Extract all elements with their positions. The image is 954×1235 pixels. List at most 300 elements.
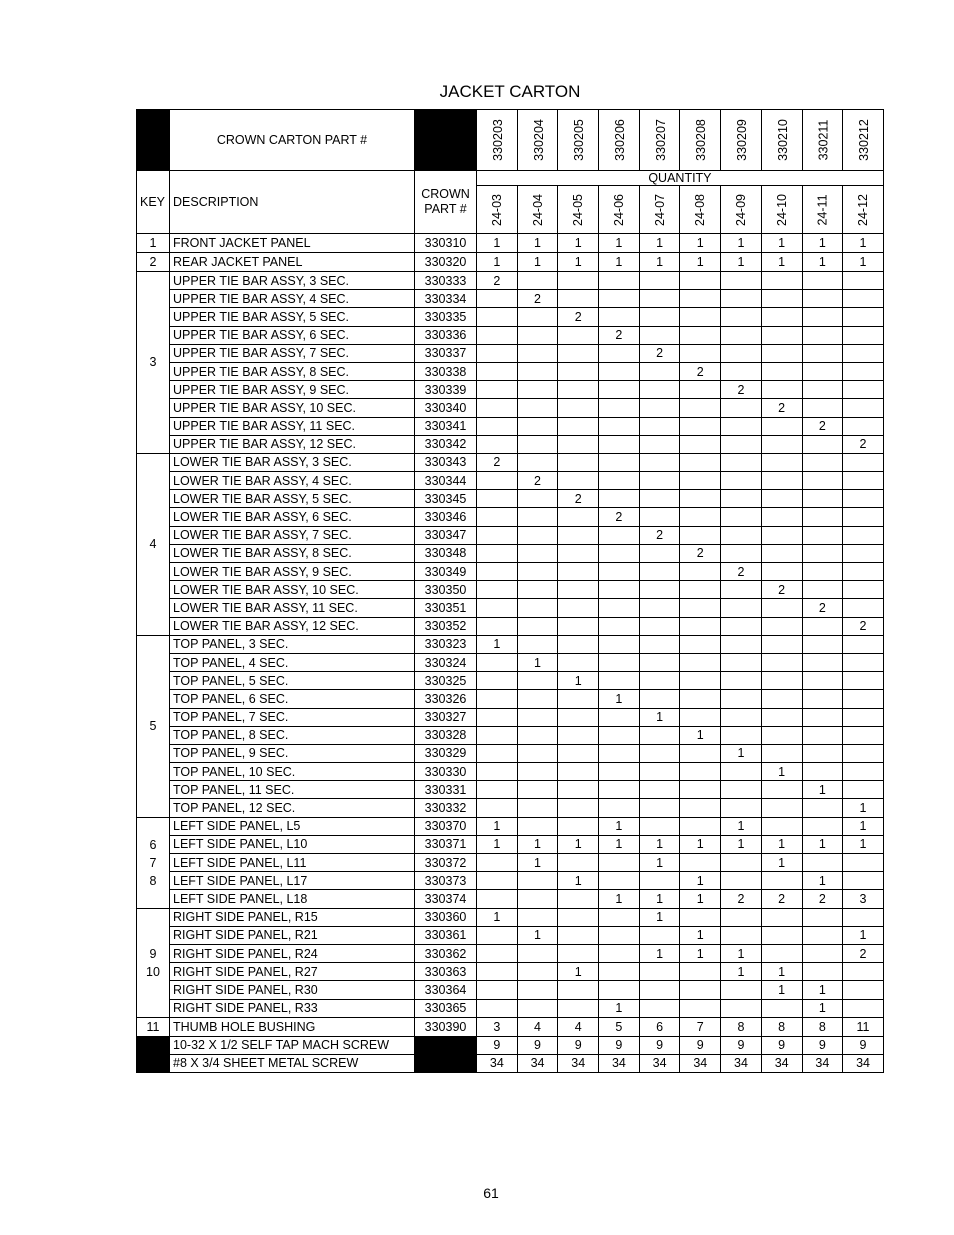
quantity-cell [680, 908, 721, 926]
quantity-cell: 1 [721, 963, 762, 981]
quantity-cell: 2 [517, 472, 558, 490]
carton-number: 330206 [612, 119, 627, 161]
quantity-cell [843, 272, 884, 290]
quantity-cell [843, 690, 884, 708]
quantity-cell [558, 544, 599, 562]
quantity-cell [517, 799, 558, 817]
quantity-cell: 1 [517, 835, 558, 853]
quantity-cell [599, 726, 640, 744]
quantity-cell: 1 [802, 999, 843, 1017]
quantity-cell: 1 [599, 999, 640, 1017]
quantity-cell [477, 508, 518, 526]
part-number-cell: 330327 [415, 708, 477, 726]
description-cell: FRONT JACKET PANEL [170, 234, 415, 253]
quantity-cell: 1 [680, 726, 721, 744]
quantity-cell: 1 [639, 944, 680, 962]
quantity-cell [558, 944, 599, 962]
quantity-cell [802, 381, 843, 399]
quantity-cell [680, 672, 721, 690]
quantity-cell [558, 344, 599, 362]
quantity-cell: 1 [558, 234, 599, 253]
quantity-cell [843, 508, 884, 526]
quantity-cell [599, 472, 640, 490]
table-row [137, 635, 884, 653]
quantity-cell: 1 [599, 817, 640, 835]
quantity-cell [477, 872, 518, 890]
table-row [137, 763, 884, 781]
table-row [137, 781, 884, 799]
quantity-cell [517, 563, 558, 581]
quantity-cell: 2 [477, 272, 518, 290]
quantity-cell [761, 781, 802, 799]
carton-number-cell [843, 110, 884, 171]
quantity-cell [477, 435, 518, 453]
quantity-cell [680, 854, 721, 872]
quantity-cell: 1 [599, 835, 640, 853]
quantity-cell [517, 781, 558, 799]
quantity-cell: 1 [802, 234, 843, 253]
quantity-cell [680, 490, 721, 508]
table-row [137, 290, 884, 308]
description-cell: TOP PANEL, 7 SEC. [170, 708, 415, 726]
quantity-cell [477, 726, 518, 744]
page-number: 61 [483, 1185, 499, 1201]
quantity-cell [761, 490, 802, 508]
description-cell: UPPER TIE BAR ASSY, 6 SEC. [170, 326, 415, 344]
quantity-cell [517, 399, 558, 417]
quantity-cell [477, 544, 518, 562]
quantity-cell [802, 399, 843, 417]
quantity-cell: 2 [761, 581, 802, 599]
description-cell: RIGHT SIDE PANEL, R24 [170, 944, 415, 962]
quantity-cell [558, 690, 599, 708]
parts-table-body [137, 234, 884, 1073]
quantity-cell [517, 963, 558, 981]
table-row [137, 726, 884, 744]
quantity-cell [517, 763, 558, 781]
table-row [137, 544, 884, 562]
quantity-cell: 1 [721, 253, 762, 272]
part-number-cell: 330333 [415, 272, 477, 290]
quantity-cell [761, 508, 802, 526]
quantity-cell [721, 926, 762, 944]
key-cell: 2 [137, 253, 170, 272]
quantity-cell: 1 [517, 234, 558, 253]
quantity-cell: 1 [761, 234, 802, 253]
table-row [137, 872, 884, 890]
quantity-cell [802, 744, 843, 762]
quantity-cell: 2 [599, 508, 640, 526]
quantity-cell [477, 599, 518, 617]
description-cell: REAR JACKET PANEL [170, 253, 415, 272]
table-row [137, 399, 884, 417]
table-row [137, 417, 884, 435]
quantity-cell [558, 635, 599, 653]
quantity-cell [517, 508, 558, 526]
quantity-cell [477, 362, 518, 380]
description-cell: RIGHT SIDE PANEL, R33 [170, 999, 415, 1017]
quantity-cell [639, 817, 680, 835]
quantity-cell: 1 [639, 854, 680, 872]
carton-number: 330203 [490, 119, 505, 161]
quantity-cell [599, 399, 640, 417]
carton-number: 330212 [857, 119, 872, 161]
quantity-cell [721, 344, 762, 362]
quantity-cell [680, 435, 721, 453]
quantity-cell: 2 [802, 417, 843, 435]
quantity-cell [680, 272, 721, 290]
quantity-cell: 2 [761, 890, 802, 908]
quantity-cell [477, 581, 518, 599]
quantity-cell [517, 453, 558, 471]
quantity-cell [639, 999, 680, 1017]
quantity-cell [558, 763, 599, 781]
quantity-cell: 2 [843, 435, 884, 453]
quantity-cell [843, 526, 884, 544]
quantity-cell: 9 [639, 1036, 680, 1054]
quantity-cell: 11 [843, 1017, 884, 1036]
quantity-cell [761, 599, 802, 617]
model-cell [558, 186, 599, 234]
table-row [137, 272, 884, 290]
quantity-cell: 2 [843, 617, 884, 635]
quantity-cell [639, 653, 680, 671]
quantity-cell [639, 726, 680, 744]
quantity-cell: 1 [558, 672, 599, 690]
quantity-cell [802, 472, 843, 490]
part-number-cell: 330334 [415, 290, 477, 308]
table-row [137, 308, 884, 326]
quantity-cell [599, 744, 640, 762]
quantity-cell [639, 690, 680, 708]
quantity-cell [680, 417, 721, 435]
carton-number-cell [517, 110, 558, 171]
carton-number: 330208 [694, 119, 709, 161]
model-cell [639, 186, 680, 234]
quantity-cell [802, 944, 843, 962]
quantity-cell [843, 635, 884, 653]
quantity-cell [802, 653, 843, 671]
quantity-cell [517, 381, 558, 399]
quantity-cell [558, 453, 599, 471]
part-number-cell: 330331 [415, 781, 477, 799]
quantity-cell [761, 417, 802, 435]
part-number-cell: 330342 [415, 435, 477, 453]
quantity-cell [639, 799, 680, 817]
carton-number-cell [802, 110, 843, 171]
crown-part-header-text: CROWN PART # [421, 187, 470, 216]
quantity-cell: 1 [680, 872, 721, 890]
quantity-cell: 2 [599, 326, 640, 344]
quantity-cell [761, 544, 802, 562]
part-number-cell: 330352 [415, 617, 477, 635]
model-number: 24-08 [693, 193, 708, 226]
table-row [137, 908, 884, 926]
quantity-cell [680, 744, 721, 762]
quantity-cell: 1 [558, 872, 599, 890]
quantity-cell: 2 [639, 344, 680, 362]
quantity-cell: 1 [843, 799, 884, 817]
quantity-cell [843, 399, 884, 417]
quantity-cell [639, 672, 680, 690]
quantity-label-row [137, 171, 884, 186]
quantity-cell: 5 [599, 1017, 640, 1036]
quantity-cell [599, 563, 640, 581]
quantity-cell: 1 [477, 234, 518, 253]
quantity-cell [639, 763, 680, 781]
description-cell: UPPER TIE BAR ASSY, 11 SEC. [170, 417, 415, 435]
key-cell: 5 [137, 635, 170, 817]
part-number-cell: 330347 [415, 526, 477, 544]
quantity-cell [517, 599, 558, 617]
part-number-cell: 330390 [415, 1017, 477, 1036]
quantity-cell: 2 [802, 890, 843, 908]
quantity-cell [843, 708, 884, 726]
part-number-cell: 330338 [415, 362, 477, 380]
quantity-cell [517, 435, 558, 453]
part-number-cell: 330373 [415, 872, 477, 890]
part-number-cell: 330371 [415, 835, 477, 853]
part-number-cell: 330320 [415, 253, 477, 272]
quantity-cell [843, 981, 884, 999]
part-number-cell: 330341 [415, 417, 477, 435]
quantity-cell [558, 854, 599, 872]
quantity-cell [761, 381, 802, 399]
table-row [137, 581, 884, 599]
key-header: KEY [137, 171, 170, 234]
quantity-cell [599, 781, 640, 799]
quantity-cell [802, 563, 843, 581]
quantity-cell [477, 763, 518, 781]
crown-carton-label: CROWN CARTON PART # [170, 110, 415, 171]
quantity-cell: 2 [680, 544, 721, 562]
quantity-cell: 9 [680, 1036, 721, 1054]
table-row [137, 1036, 884, 1054]
description-cell: TOP PANEL, 8 SEC. [170, 726, 415, 744]
quantity-cell [558, 817, 599, 835]
quantity-cell [721, 653, 762, 671]
quantity-cell [802, 326, 843, 344]
quantity-cell [517, 362, 558, 380]
quantity-cell [843, 599, 884, 617]
quantity-cell [843, 781, 884, 799]
quantity-cell: 7 [680, 1017, 721, 1036]
quantity-cell [843, 563, 884, 581]
description-cell: TOP PANEL, 5 SEC. [170, 672, 415, 690]
quantity-cell [761, 690, 802, 708]
quantity-cell [761, 744, 802, 762]
quantity-cell [802, 726, 843, 744]
quantity-cell: 1 [477, 817, 518, 835]
quantity-cell [558, 599, 599, 617]
quantity-cell [721, 635, 762, 653]
model-cell [721, 186, 762, 234]
description-cell: UPPER TIE BAR ASSY, 12 SEC. [170, 435, 415, 453]
table-row [137, 999, 884, 1017]
quantity-cell [599, 453, 640, 471]
quantity-cell [639, 981, 680, 999]
quantity-cell: 1 [761, 835, 802, 853]
part-number-cell: 330343 [415, 453, 477, 471]
quantity-cell [761, 926, 802, 944]
quantity-cell: 1 [639, 890, 680, 908]
description-cell: LOWER TIE BAR ASSY, 6 SEC. [170, 508, 415, 526]
part-number-cell: 330351 [415, 599, 477, 617]
part-number-cell: 330335 [415, 308, 477, 326]
quantity-cell [477, 290, 518, 308]
quantity-cell [558, 981, 599, 999]
quantity-cell: 1 [721, 944, 762, 962]
quantity-cell [477, 890, 518, 908]
table-row [137, 890, 884, 908]
quantity-cell [599, 290, 640, 308]
description-cell: LEFT SIDE PANEL, L11 [170, 854, 415, 872]
quantity-cell: 1 [761, 763, 802, 781]
quantity-cell [802, 490, 843, 508]
model-number: 24-09 [733, 193, 748, 226]
quantity-cell [558, 908, 599, 926]
quantity-cell: 8 [721, 1017, 762, 1036]
quantity-cell [639, 272, 680, 290]
part-black-cell [415, 1036, 477, 1072]
quantity-cell: 1 [680, 234, 721, 253]
quantity-cell [680, 381, 721, 399]
quantity-cell: 34 [517, 1054, 558, 1072]
quantity-cell: 2 [680, 362, 721, 380]
key-cell: 9 10 [137, 908, 170, 1017]
quantity-cell [558, 744, 599, 762]
quantity-cell [680, 563, 721, 581]
part-number-cell: 330348 [415, 544, 477, 562]
quantity-cell [721, 581, 762, 599]
quantity-cell [721, 399, 762, 417]
quantity-cell [761, 817, 802, 835]
quantity-cell: 9 [843, 1036, 884, 1054]
quantity-cell [843, 453, 884, 471]
quantity-cell [599, 599, 640, 617]
quantity-cell [721, 781, 762, 799]
quantity-cell [639, 872, 680, 890]
quantity-cell [721, 617, 762, 635]
quantity-cell [558, 653, 599, 671]
quantity-cell [599, 362, 640, 380]
quantity-cell: 1 [761, 854, 802, 872]
quantity-cell: 2 [843, 944, 884, 962]
quantity-cell [477, 490, 518, 508]
quantity-cell [761, 944, 802, 962]
quantity-cell [721, 854, 762, 872]
quantity-cell [599, 799, 640, 817]
quantity-cell [721, 763, 762, 781]
table-row [137, 799, 884, 817]
quantity-cell: 1 [599, 690, 640, 708]
quantity-cell [680, 635, 721, 653]
description-cell: TOP PANEL, 6 SEC. [170, 690, 415, 708]
table-row [137, 926, 884, 944]
quantity-cell [599, 544, 640, 562]
model-number: 24-11 [815, 193, 830, 226]
quantity-cell [721, 290, 762, 308]
quantity-cell: 1 [639, 708, 680, 726]
quantity-cell [761, 290, 802, 308]
part-number-cell: 330339 [415, 381, 477, 399]
quantity-cell [517, 417, 558, 435]
carton-number-cell [721, 110, 762, 171]
quantity-cell [599, 635, 640, 653]
description-cell: TOP PANEL, 3 SEC. [170, 635, 415, 653]
description-cell: LOWER TIE BAR ASSY, 10 SEC. [170, 581, 415, 599]
quantity-cell: 2 [802, 599, 843, 617]
quantity-cell [558, 999, 599, 1017]
quantity-cell [843, 581, 884, 599]
quantity-cell [639, 544, 680, 562]
description-cell: LOWER TIE BAR ASSY, 8 SEC. [170, 544, 415, 562]
page-title: JACKET CARTON [439, 82, 581, 101]
description-cell: RIGHT SIDE PANEL, R21 [170, 926, 415, 944]
quantity-cell [761, 435, 802, 453]
part-number-cell: 330330 [415, 763, 477, 781]
quantity-cell [599, 381, 640, 399]
quantity-cell [802, 526, 843, 544]
carton-number-cell [599, 110, 640, 171]
quantity-cell: 1 [843, 835, 884, 853]
description-cell: UPPER TIE BAR ASSY, 9 SEC. [170, 381, 415, 399]
crown-part-header [415, 171, 477, 234]
carton-number: 330205 [572, 119, 587, 161]
quantity-cell [517, 617, 558, 635]
quantity-cell [843, 744, 884, 762]
quantity-cell [680, 599, 721, 617]
table-row [137, 563, 884, 581]
description-cell: UPPER TIE BAR ASSY, 5 SEC. [170, 308, 415, 326]
quantity-cell [802, 453, 843, 471]
quantity-cell [558, 526, 599, 544]
quantity-cell [558, 926, 599, 944]
quantity-cell [517, 272, 558, 290]
table-row [137, 672, 884, 690]
quantity-cell [599, 672, 640, 690]
quantity-cell [558, 435, 599, 453]
quantity-cell [599, 417, 640, 435]
quantity-cell [517, 817, 558, 835]
quantity-cell: 9 [517, 1036, 558, 1054]
model-number: 24-07 [652, 193, 667, 226]
quantity-cell: 1 [558, 253, 599, 272]
quantity-cell [843, 490, 884, 508]
table-row [137, 653, 884, 671]
quantity-cell: 34 [761, 1054, 802, 1072]
quantity-cell: 1 [843, 253, 884, 272]
quantity-cell [680, 526, 721, 544]
quantity-cell [558, 290, 599, 308]
quantity-cell [761, 908, 802, 926]
quantity-cell: 1 [639, 835, 680, 853]
quantity-cell [761, 344, 802, 362]
quantity-cell [802, 362, 843, 380]
quantity-cell: 34 [721, 1054, 762, 1072]
part-number-cell: 330360 [415, 908, 477, 926]
key-cell: 4 [137, 453, 170, 635]
part-number-cell: 330340 [415, 399, 477, 417]
quantity-cell [843, 854, 884, 872]
quantity-cell [558, 272, 599, 290]
quantity-cell [477, 563, 518, 581]
model-cell [802, 186, 843, 234]
quantity-cell [477, 999, 518, 1017]
quantity-cell: 1 [802, 253, 843, 272]
quantity-cell [721, 472, 762, 490]
quantity-cell [802, 272, 843, 290]
